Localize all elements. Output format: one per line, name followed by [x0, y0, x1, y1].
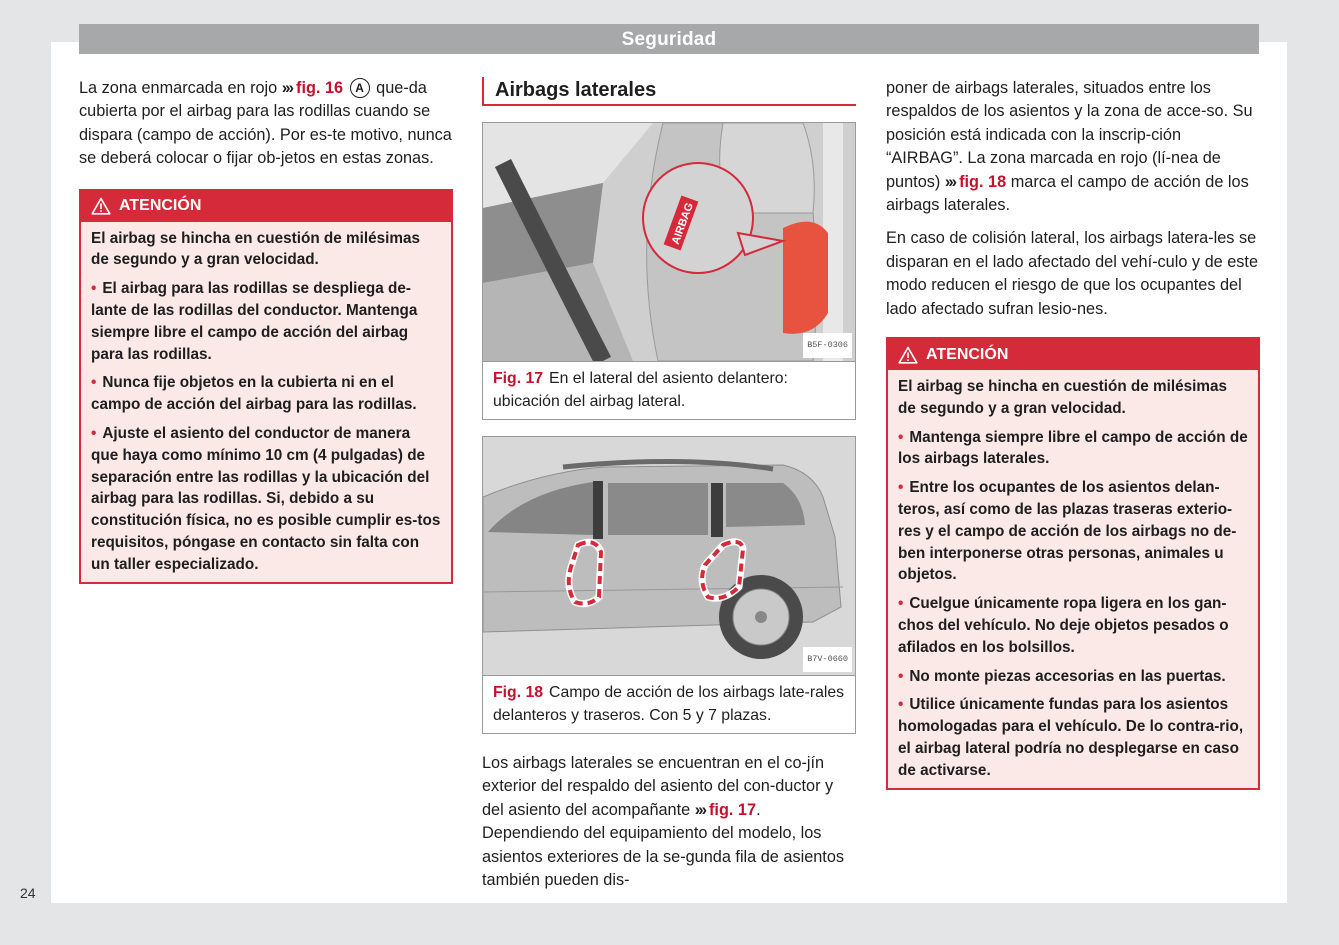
column-1: [79, 77, 453, 584]
airbag-label: AIRBAG: [669, 201, 696, 247]
fig-16-link[interactable]: fig. 16: [296, 79, 344, 97]
warning-body: [81, 222, 451, 582]
warning-bullet: [898, 694, 1248, 781]
figure-caption: [483, 676, 855, 733]
column-3: [886, 77, 1260, 790]
marker-a-icon: A: [350, 78, 370, 98]
bullet-icon: •: [91, 374, 97, 392]
warning-body: [888, 370, 1258, 788]
warning-bullet: [898, 666, 1248, 688]
column-2: [482, 77, 856, 892]
warning-bullet: [91, 372, 441, 416]
reference-arrow-icon: ›››: [694, 800, 705, 819]
warning-header: [81, 191, 451, 222]
warning-title: ATENCIÓN: [119, 197, 202, 215]
car-side-illustration: [483, 437, 855, 676]
warning-bullet-text: Utilice únicamente fundas para los asientos homologadas para el vehículo. De lo contra-rio, el airbag lateral podría no desplegarse en caso de activarse.: [898, 696, 1244, 779]
bullet-icon: •: [91, 425, 97, 442]
bullet-icon: •: [898, 428, 904, 446]
page-number: 24: [20, 885, 36, 901]
car-illustration-svg: [483, 437, 855, 675]
bullet-icon: •: [91, 280, 97, 298]
body-paragraph: [482, 752, 856, 892]
caption-text: En el lateral del asiento delantero: ubicación del airbag lateral.: [493, 370, 788, 410]
warning-bullet-text: Mantenga siempre libre el campo de acción de los airbags laterales.: [898, 428, 1248, 468]
warning-bullet-text: Entre los ocupantes de los asientos delan-teros, así como de las plazas traseras exterio-res y el campo de acción de los airbags no de-ben interponerse otras personas, animales u objetos.: [898, 479, 1237, 584]
warning-bullet: [898, 427, 1248, 471]
warning-triangle-icon: [898, 346, 918, 364]
warning-bullet-text: Nunca fije objetos en la cubierta ni en el campo de acción del airbag para las rodillas.: [91, 374, 417, 414]
caption-text: Campo de acción de los airbags late-rales delanteros y traseros. Con 5 y 7 plazas.: [493, 684, 845, 724]
fig-17-link[interactable]: fig. 17: [709, 800, 757, 819]
warning-bullet-text: No monte piezas accesorias en las puertas.: [909, 667, 1226, 685]
warning-bullet-text: Ajuste el asiento del conductor de manera que haya como mínimo 10 cm (4 pulgadas) de separación entre las rodillas y la ubicación del airbag para las rodillas. Si, debido a su constitución física, no es posible cumplir es-tos requisitos, póngase en contacto sin falta con un taller especializado.: [91, 425, 441, 573]
figure-17: [482, 122, 856, 420]
figure-label: Fig. 17: [493, 370, 544, 387]
bullet-icon: •: [898, 696, 904, 714]
bullet-icon: •: [898, 479, 904, 497]
warning-bullet-text: El airbag para las rodillas se despliega de-lante de las rodillas del conductor. Mantenga siempre libre el campo de acción del airbag para las rodillas.: [91, 280, 418, 363]
warning-lead: El airbag se hincha en cuestión de milésimas de segundo y a gran velocidad.: [898, 378, 1228, 417]
body-text-cont: . Dependiendo del equipamiento del modelo, los asientos exteriores de la se-gunda fila de asientos también pueden dis-: [482, 800, 845, 890]
warning-bullet: [898, 593, 1248, 658]
warning-header: [888, 339, 1258, 370]
image-code: B5F-0306: [803, 333, 852, 358]
body-text: poner de airbags laterales, situados entre los respaldos de los asientos y la zona de acce-so. Su posición está indicada con la inscrip-ción “AIRBAG”. La zona marcada en rojo (lí-nea de puntos): [886, 79, 1253, 191]
warning-box-knee-airbag: [79, 189, 453, 584]
chapter-header: Seguridad: [79, 24, 1259, 54]
warning-lead: El airbag se hincha en cuestión de milésimas de segundo y a gran velocidad.: [91, 229, 421, 269]
warning-bullet: [91, 423, 441, 576]
intro-text-cont: que-da cubierta por el airbag para las rodillas cuando se dispara (campo de acción). Por es-te motivo, nunca se deberá colocar o fijar ob-jetos en estas zonas.: [79, 79, 452, 168]
warning-bullet-text: Cuelgue únicamente ropa ligera en los gan-chos del vehículo. No deje objetos pesados o afilados en los bolsillos.: [898, 595, 1229, 656]
seat-illustration-svg: [483, 123, 855, 361]
figure-caption: [483, 362, 855, 419]
intro-text: La zona enmarcada en rojo: [79, 79, 278, 97]
figure-18: [482, 436, 856, 734]
image-code: B7V-0660: [803, 647, 852, 672]
reference-arrow-icon: ›››: [281, 79, 293, 97]
bullet-icon: •: [898, 667, 904, 685]
reference-arrow-icon: ›››: [944, 172, 956, 191]
bullet-icon: •: [898, 595, 904, 613]
seat-airbag-illustration: [483, 123, 855, 362]
collision-paragraph: En caso de colisión lateral, los airbags latera-les se disparan en el lado afectado del vehí-culo y de este modo reducen el riesgo de que los ocupantes del lado afectado sufran lesio-nes.: [886, 229, 1259, 318]
body-text: Los airbags laterales se encuentran en el co-jín exterior del respaldo del asiento del con-ductor y del asiento del acompañante: [482, 754, 834, 819]
section-title: Airbags laterales: [482, 77, 856, 106]
fig-18-link[interactable]: fig. 18: [959, 172, 1007, 191]
warning-title: ATENCIÓN: [926, 345, 1009, 363]
body-text-cont: marca el campo de acción de los airbags laterales.: [886, 172, 1249, 215]
intro-paragraph: [79, 77, 453, 171]
figure-label: Fig. 18: [493, 684, 544, 701]
warning-bullet: [898, 477, 1248, 586]
body-paragraph-continued: [886, 77, 1260, 217]
warning-bullet: [91, 278, 441, 365]
warning-box-side-airbag: [886, 337, 1260, 790]
warning-triangle-icon: [91, 197, 111, 215]
